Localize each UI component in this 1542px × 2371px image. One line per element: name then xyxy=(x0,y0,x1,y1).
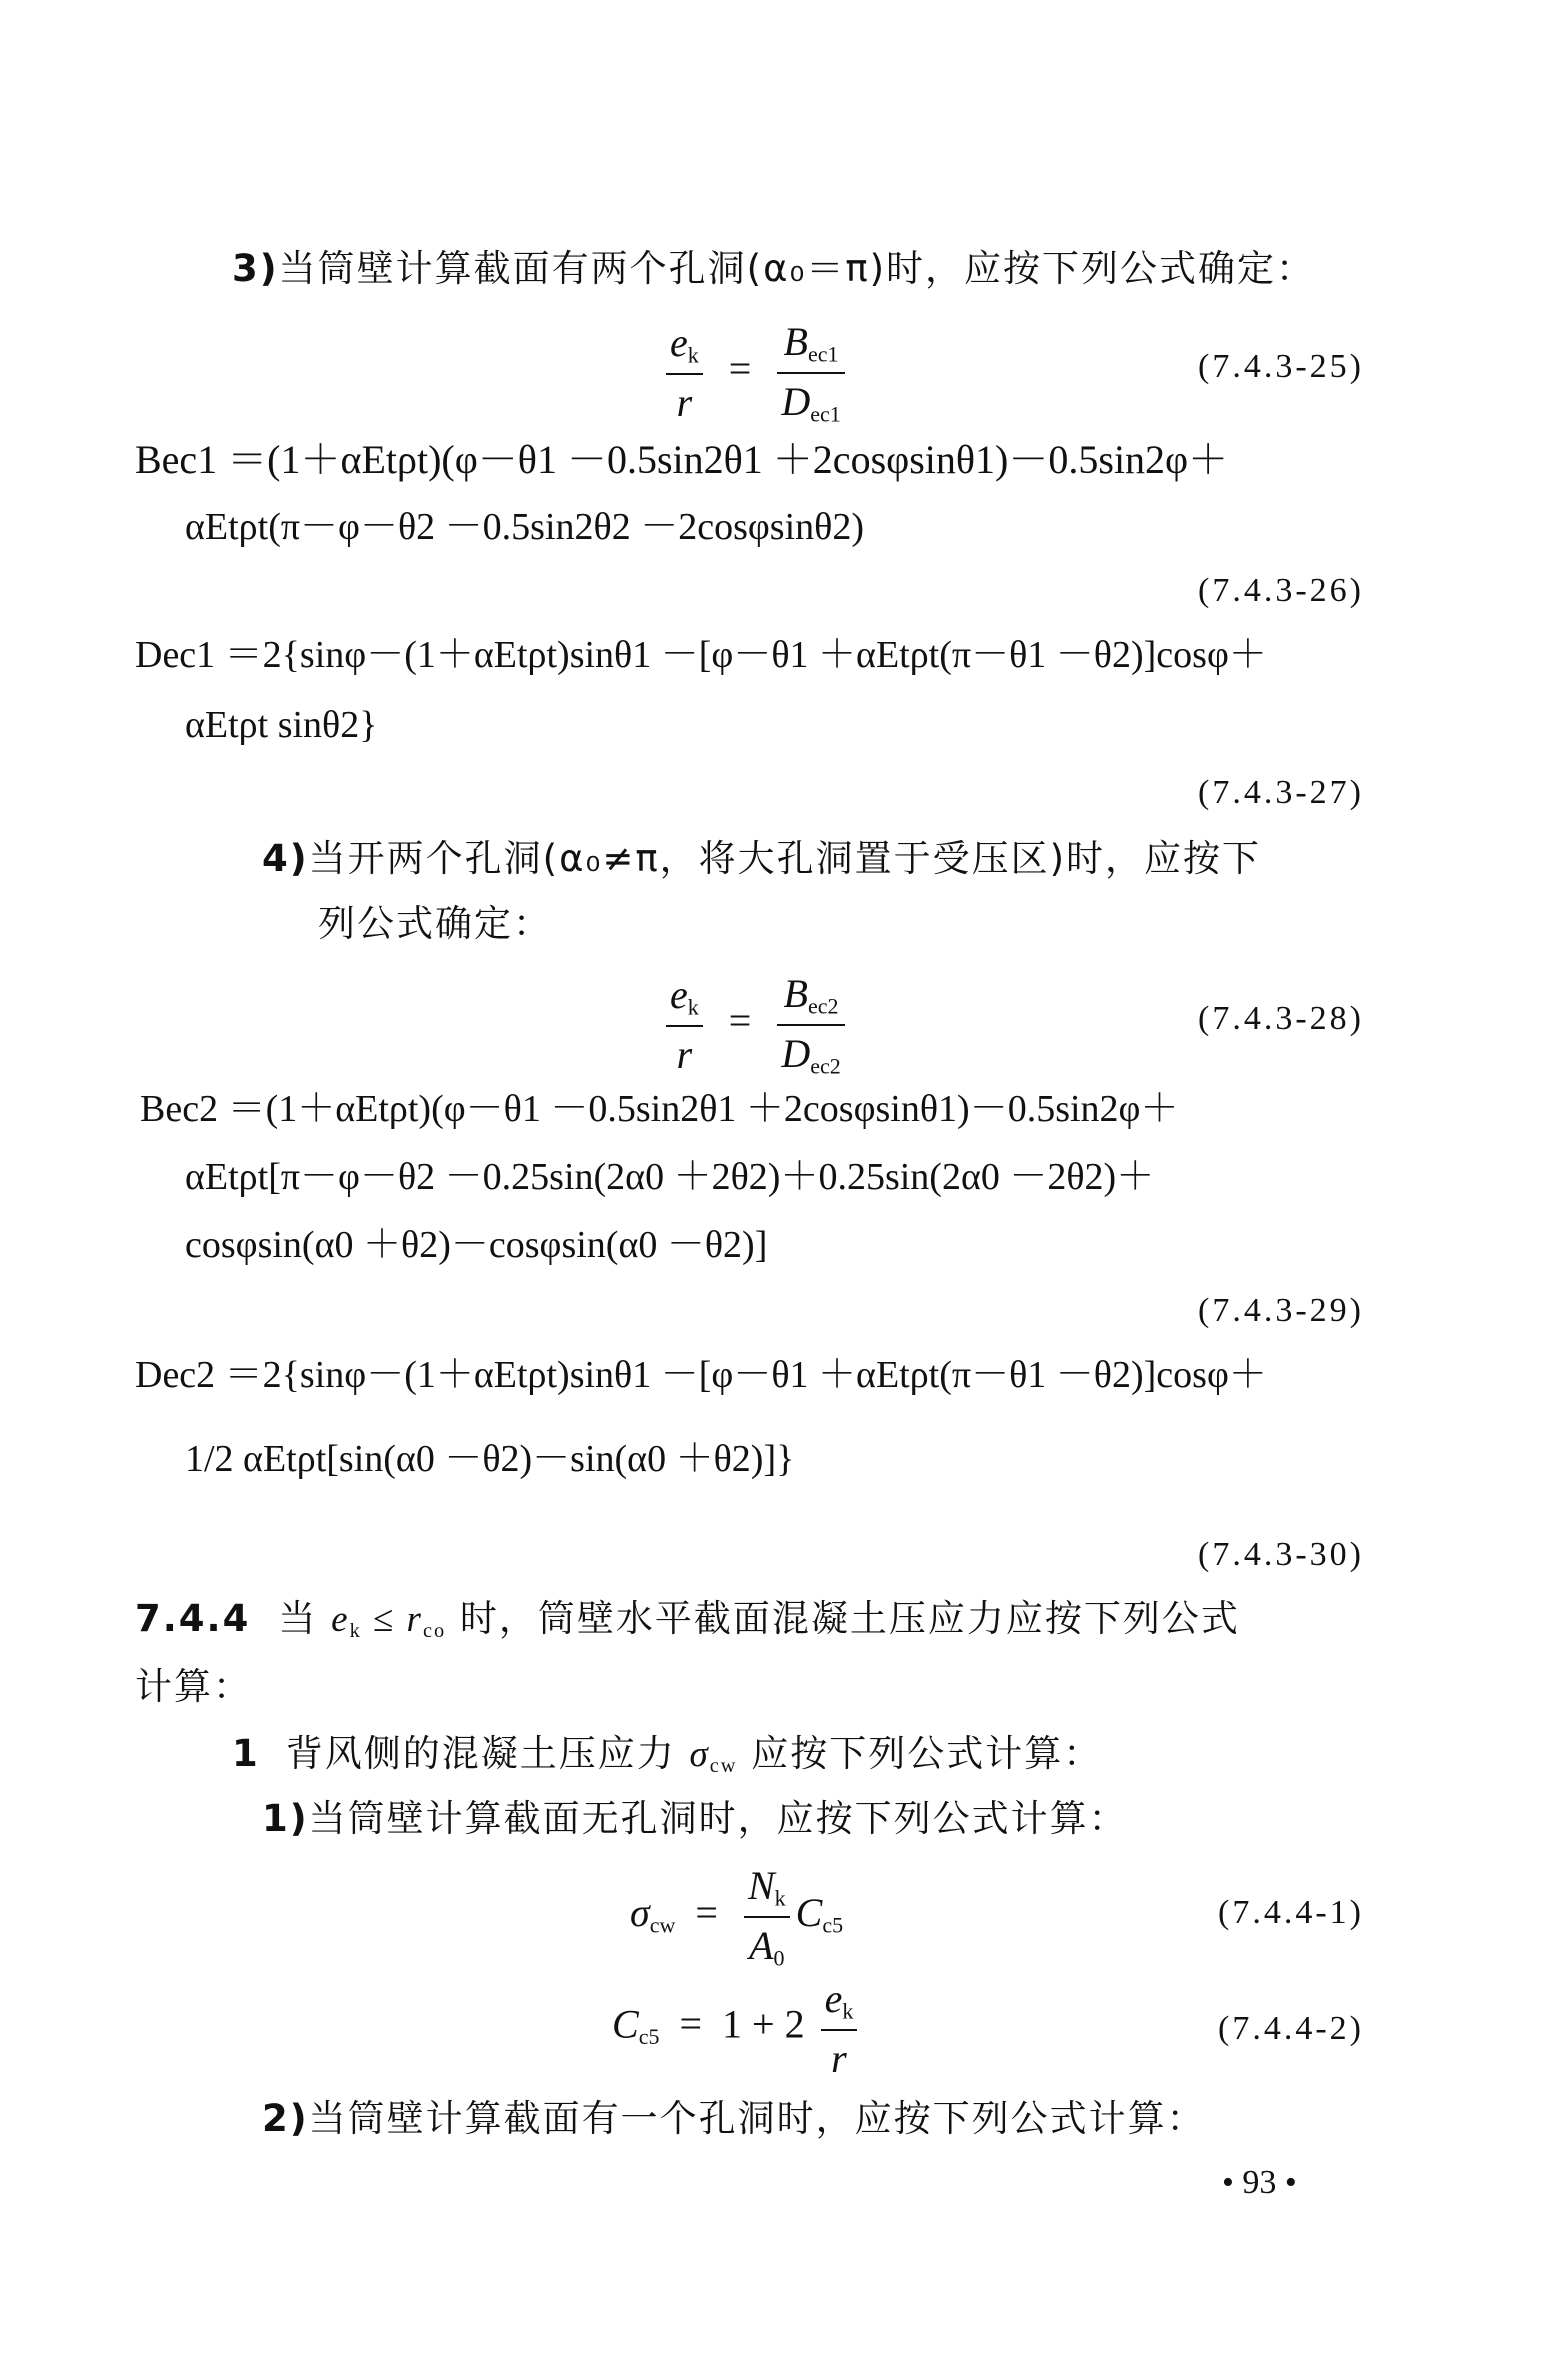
equation-7-4-3-29-line-1: Bec2 ＝(1＋αEtρt)(φ－θ1 －0.5sin2θ1 ＋2cosφsinθ1)－0.5sin2φ＋ xyxy=(140,1088,1179,1130)
subitem-1-1 xyxy=(262,1797,1128,1840)
equation-number: (7.4.3-26) xyxy=(1198,572,1364,609)
section-7-4-4-line-2: 计算： xyxy=(135,1665,252,1708)
equation-7-4-4-2: $C_{c5} = 1 + 2$ $\frac{e_k}{r}$ xyxy=(612,1975,863,2082)
item-4-heading-line-2: 列公式确定： xyxy=(318,902,552,945)
section-7-4-4-line-1 xyxy=(135,1597,1240,1643)
subitem-1-2 xyxy=(262,2097,1206,2140)
text: 当筒壁计算截面有一个孔洞时，应按下列公式计算： xyxy=(308,2097,1206,2140)
fraction-ek-over-r: $\frac{e_k}{r}$ xyxy=(666,971,703,1078)
equation-7-4-3-26-line-2: αEtρt(π－φ－θ2 －0.5sin2θ2 －2cosφsinθ2) xyxy=(185,506,865,548)
equation-number: (7.4.3-25) xyxy=(1198,348,1364,385)
equation-number: (7.4.3-29) xyxy=(1198,1292,1364,1329)
text: 背风侧的混凝土压应力 xyxy=(285,1732,676,1775)
equation-number: (7.4.4-1) xyxy=(1218,1894,1364,1931)
fraction-ek-over-r: $\frac{e_k}{r}$ xyxy=(821,1975,858,2082)
section-number: 7.4.4 xyxy=(135,1597,251,1640)
fraction-bec1-over-dec1: $\frac{B_{ec1}}{D_{ec1}}$ xyxy=(777,318,844,427)
text: 应按下列公式计算： xyxy=(751,1732,1103,1775)
text: 当筒壁计算截面无孔洞时，应按下列公式计算： xyxy=(308,1797,1128,1840)
equation-7-4-3-30-line-1: Dec2 ＝2{sinφ－(1＋αEtρt)sinθ1 －[φ－θ1 ＋αEtρt(π－θ1 －θ2)]cosφ＋ xyxy=(135,1354,1267,1396)
text: 当 xyxy=(278,1597,318,1640)
equation-number: (7.4.3-27) xyxy=(1198,774,1364,811)
page-number: • 93 • xyxy=(1222,2164,1297,2201)
equation-number: (7.4.4-2) xyxy=(1218,2010,1364,2047)
fraction-bec2-over-dec2: $\frac{B_{ec2}}{D_{ec2}}$ xyxy=(777,970,844,1079)
fraction-ek-over-r: $\frac{e_k}{r}$ xyxy=(666,319,703,426)
item-label: 1 xyxy=(232,1732,260,1775)
equation-7-4-3-25: $\frac{e_k}{r}$ = $\frac{B_{ec1}}{D_{ec1}}$ xyxy=(660,318,851,427)
equation-number: (7.4.3-30) xyxy=(1198,1536,1364,1573)
equation-number: (7.4.3-28) xyxy=(1198,1000,1364,1037)
equation-7-4-3-27-line-2: αEtρt sinθ2} xyxy=(185,704,378,746)
item-text: 当开两个孔洞(α₀≠π，将大孔洞置于受压区)时，应按下 xyxy=(308,837,1262,880)
item-text: 当筒壁计算截面有两个孔洞(α₀＝π)时，应按下列公式确定： xyxy=(278,247,1316,290)
item-label: 2) xyxy=(262,2097,309,2140)
fraction-nk-over-a0: $\frac{N_k}{A_0}$ xyxy=(744,1862,790,1971)
item-label: 1) xyxy=(262,1797,309,1840)
item-3-heading xyxy=(232,247,1316,290)
equation-7-4-3-27-line-1: Dec1 ＝2{sinφ－(1＋αEtρt)sinθ1 －[φ－θ1 ＋αEtρt(π－θ1 －θ2)]cosφ＋ xyxy=(135,634,1267,676)
equation-7-4-3-29-line-3: cosφsin(α0 ＋θ2)－cosφsin(α0 －θ2)] xyxy=(185,1224,768,1266)
subitem-1 xyxy=(232,1732,1103,1778)
inline-math-sigma-cw: $\sigma_{cw}$ xyxy=(689,1734,738,1778)
item-4-heading-line-1 xyxy=(262,837,1262,880)
item-label: 3) xyxy=(232,247,279,290)
inline-math-ek-le-rco: $e_k \le r_{co}$ xyxy=(331,1599,447,1643)
equation-7-4-3-26-line-1: Bec1 ＝(1＋αEtρt)(φ－θ1 －0.5sin2θ1 ＋2cosφsinθ1)－0.5sin2φ＋ xyxy=(135,437,1229,482)
text: 时，筒壁水平截面混凝土压应力应按下列公式 xyxy=(459,1597,1240,1640)
equation-7-4-4-1: $\sigma_{cw}$ = $\frac{N_k}{A_0}$ $C_{c5}$ xyxy=(630,1863,844,1971)
equation-7-4-3-30-line-2: 1/2 αEtρt[sin(α0 －θ2)－sin(α0 ＋θ2)]} xyxy=(185,1438,795,1480)
item-label: 4) xyxy=(262,837,309,880)
equation-7-4-3-29-line-2: αEtρt[π－φ－θ2 －0.25sin(2α0 ＋2θ2)＋0.25sin(2α0 －2θ2)＋ xyxy=(185,1156,1155,1198)
equation-7-4-3-28: $\frac{e_k}{r}$ = $\frac{B_{ec2}}{D_{ec2}}$ xyxy=(660,970,851,1079)
